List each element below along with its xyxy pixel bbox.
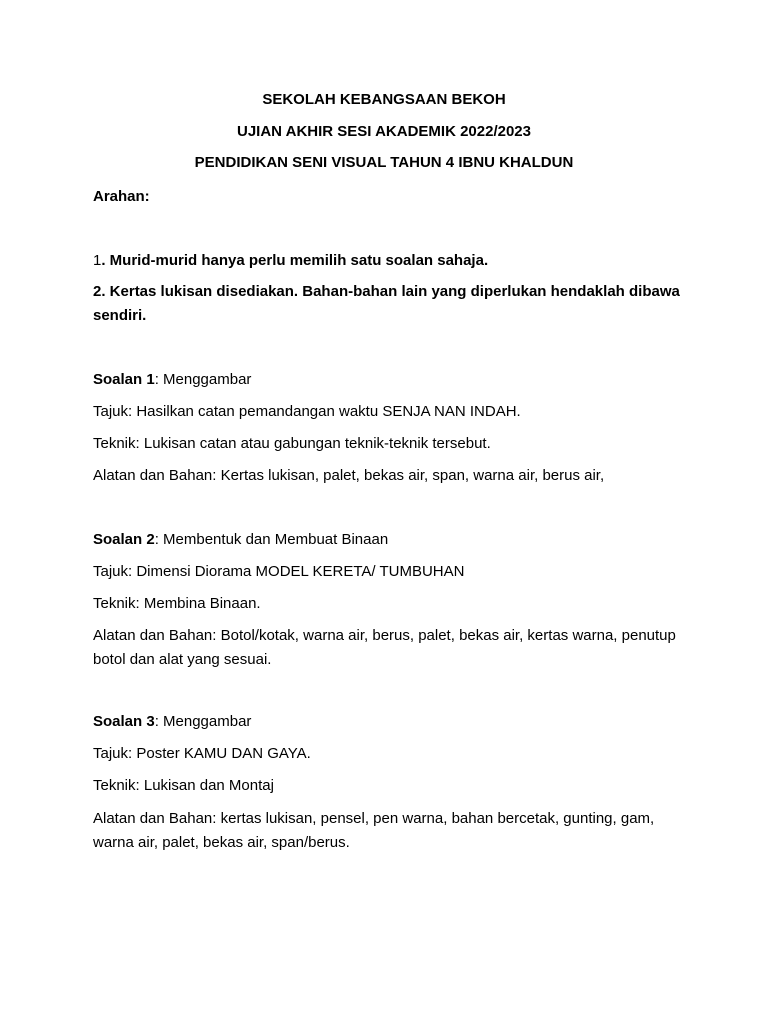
question-2-heading	[93, 530, 693, 550]
question-3-category: : Menggambar	[154, 713, 252, 730]
instruction-item-1	[93, 251, 693, 271]
question-3-alatan: Alatan dan Bahan: kertas lukisan, pensel, pen warna, bahan bercetak, gunting, gam, warna air, palet, bekas air, span/berus.	[93, 810, 655, 851]
question-2-label: Soalan 2	[93, 531, 155, 548]
question-1-teknik: Teknik: Lukisan catan atau gabungan teknik-teknik tersebut.	[93, 435, 491, 452]
question-1-label: Soalan 1	[93, 371, 155, 388]
exam-title: UJIAN AKHIR SESI AKADEMIK 2022/2023	[237, 123, 531, 140]
question-3-heading	[93, 712, 693, 732]
question-1-category: : Menggambar	[154, 371, 252, 388]
subject-title: PENDIDIKAN SENI VISUAL TAHUN 4 IBNU KHALDUN	[194, 154, 574, 171]
question-1-heading	[93, 370, 693, 390]
instructions-title: Arahan:	[93, 188, 150, 205]
question-3-label: Soalan 3	[93, 713, 155, 730]
question-2-alatan: Alatan dan Bahan: Botol/kotak, warna air, berus, palet, bekas air, kertas warna, penutup botol dan alat yang sesuai.	[93, 627, 676, 668]
instruction-item-1-number: 1	[93, 252, 102, 269]
question-3-tajuk: Tajuk: Poster KAMU DAN GAYA.	[93, 745, 311, 762]
question-1-tajuk: Tajuk: Hasilkan catan pemandangan waktu SENJA NAN INDAH.	[93, 403, 521, 420]
instruction-item-1-text: . Murid-murid hanya perlu memilih satu soalan sahaja.	[101, 252, 489, 269]
question-3-teknik: Teknik: Lukisan dan Montaj	[93, 777, 274, 794]
school-name: SEKOLAH KEBANGSAAN BEKOH	[262, 91, 506, 108]
question-1-alatan: Alatan dan Bahan: Kertas lukisan, palet, bekas air, span, warna air, berus air,	[93, 467, 605, 484]
question-2-tajuk: Tajuk: Dimensi Diorama MODEL KERETA/ TUMBUHAN	[93, 563, 465, 580]
question-2-teknik: Teknik: Membina Binaan.	[93, 595, 261, 612]
instruction-item-2: 2. Kertas lukisan disediakan. Bahan-bahan lain yang diperlukan hendaklah dibawa sendiri.	[93, 283, 680, 324]
question-2-category: : Membentuk dan Membuat Binaan	[154, 531, 389, 548]
